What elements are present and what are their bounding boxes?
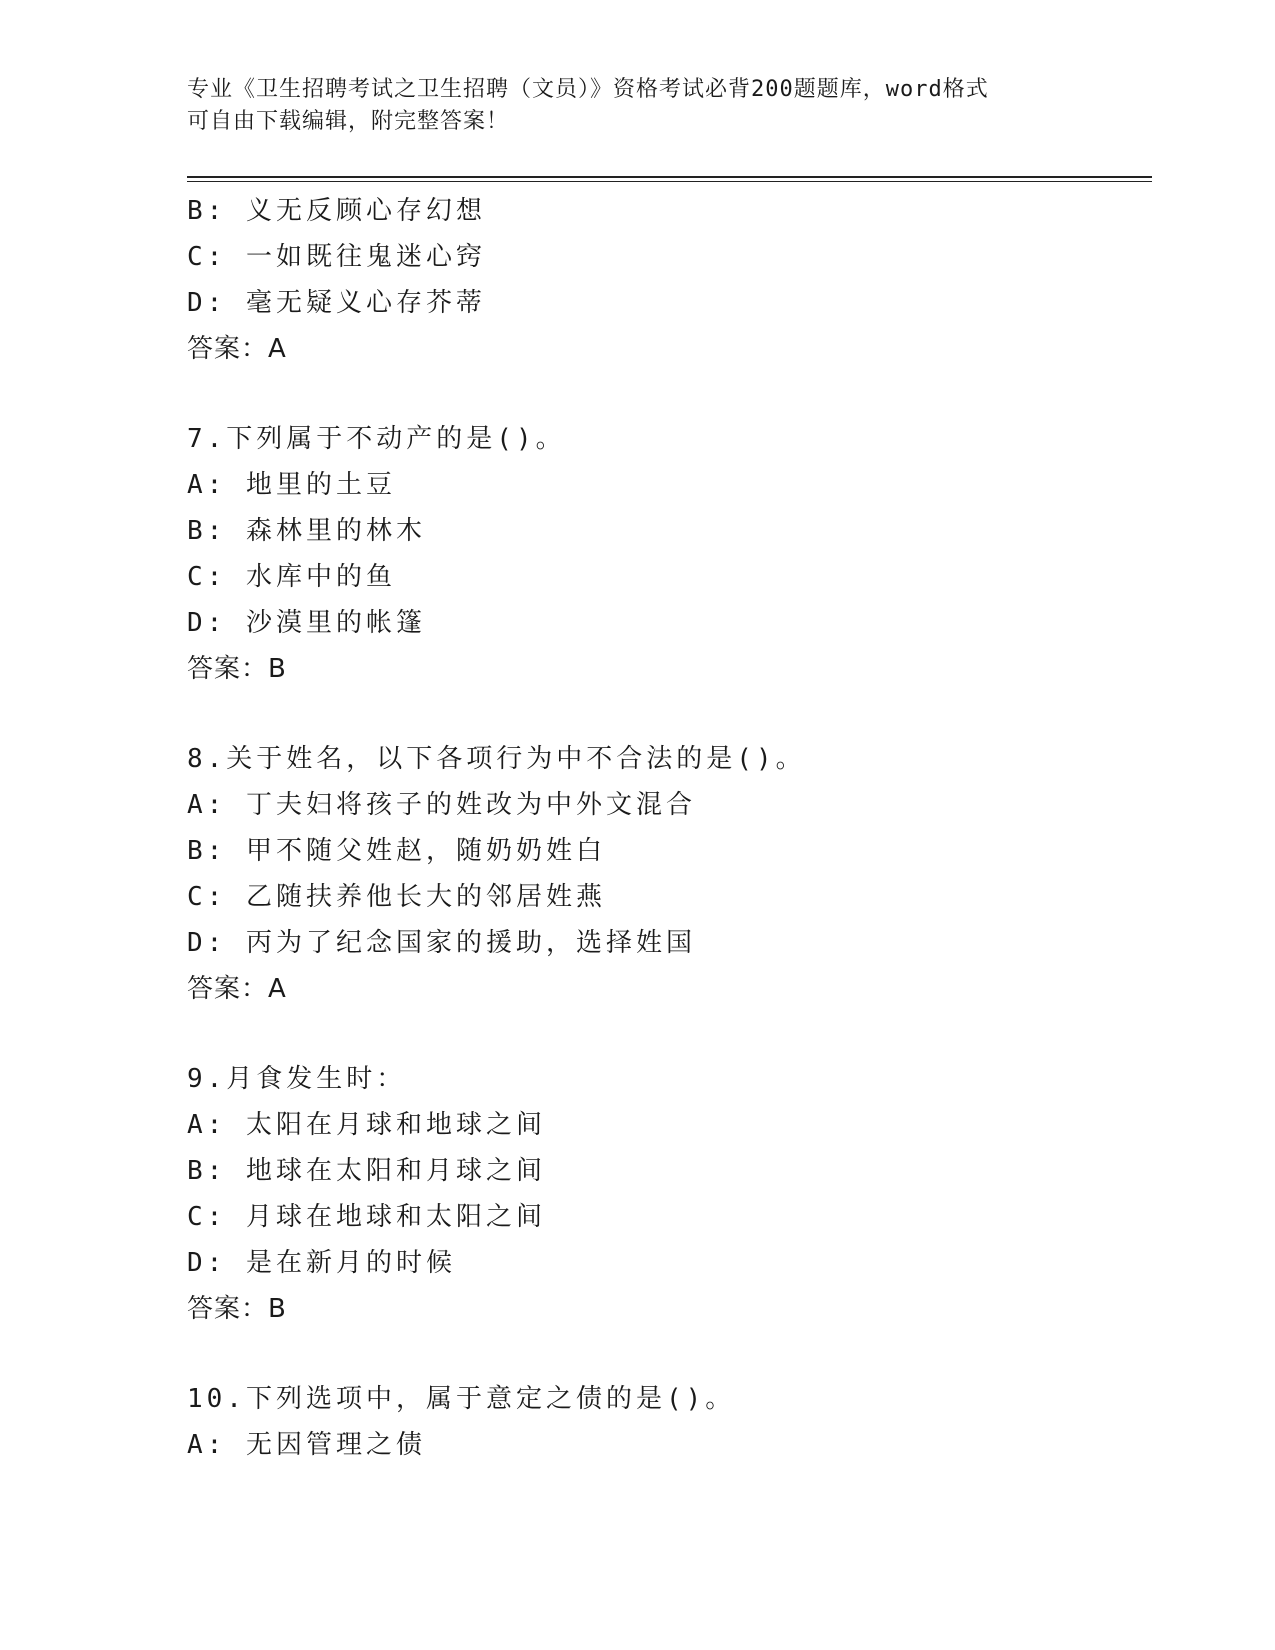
header-title-line-1: 专业《卫生招聘考试之卫生招聘（文员）》资格考试必背200题题库，word格式 <box>187 77 989 102</box>
option-a: A: 丁夫妇将孩子的姓改为中外文混合 <box>187 790 696 820</box>
option-a: A: 太阳在月球和地球之间 <box>187 1110 546 1140</box>
question-text: 7.下列属于不动产的是()。 <box>187 424 566 454</box>
option-d: D: 毫无疑义心存芥蒂 <box>187 288 486 318</box>
option-d: D: 丙为了纪念国家的援助，选择姓国 <box>187 928 696 958</box>
header-title-line-2: 可自由下载编辑，附完整答案！ <box>187 109 510 134</box>
answer-label: 答案：B <box>187 1294 287 1324</box>
answer-label: 答案：A <box>187 334 287 364</box>
header-divider <box>187 176 1152 183</box>
option-c: C: 乙随扶养他长大的邻居姓燕 <box>187 882 606 912</box>
answer-label: 答案：B <box>187 654 287 684</box>
question-block-9 <box>187 1056 1147 1332</box>
option-d: D: 是在新月的时候 <box>187 1248 456 1278</box>
option-b: B: 甲不随父姓赵，随奶奶姓白 <box>187 836 606 866</box>
document-header <box>187 74 1087 138</box>
option-b: B: 地球在太阳和月球之间 <box>187 1156 546 1186</box>
option-a: A: 无因管理之债 <box>187 1430 426 1460</box>
question-block-8 <box>187 736 1147 1012</box>
question-list <box>187 188 1147 1468</box>
question-block-10 <box>187 1376 1147 1468</box>
option-d: D: 沙漠里的帐篷 <box>187 608 426 638</box>
option-a: A: 地里的土豆 <box>187 470 396 500</box>
option-b: B: 义无反顾心存幻想 <box>187 196 486 226</box>
question-text: 8.关于姓名，以下各项行为中不合法的是()。 <box>187 744 806 774</box>
question-text: 10.下列选项中，属于意定之债的是()。 <box>187 1384 736 1414</box>
option-c: C: 一如既往鬼迷心窍 <box>187 242 486 272</box>
question-block-7 <box>187 416 1147 692</box>
option-c: C: 水库中的鱼 <box>187 562 396 592</box>
option-c: C: 月球在地球和太阳之间 <box>187 1202 546 1232</box>
question-text: 9.月食发生时： <box>187 1064 407 1094</box>
answer-label: 答案：A <box>187 974 287 1004</box>
question-block-6 <box>187 188 1147 372</box>
option-b: B: 森林里的林木 <box>187 516 426 546</box>
